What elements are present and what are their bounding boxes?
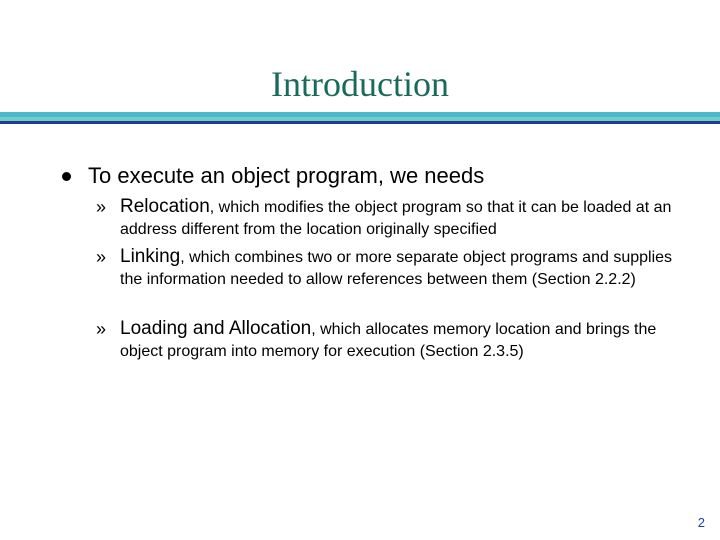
title-rule-bottom — [0, 121, 720, 124]
sub-item-description: , which modifies the object program so that it can be loaded at an address different from the location originally specified — [120, 199, 672, 238]
bullet-dot-icon — [62, 172, 71, 181]
sub-item-description: , which combines two or more separate object programs and supplies the information needed to allow references between them (Section 2.2.2) — [120, 249, 673, 288]
sub-bullet-marker: » — [96, 247, 107, 267]
slide-title: Introduction — [271, 64, 449, 104]
sub-item-term: Loading and Allocation — [120, 318, 312, 339]
sub-item-description: , which allocates memory location and brings the object program into memory for execution (Section 2.3.5) — [120, 321, 657, 360]
sub-item-text — [96, 318, 696, 363]
sub-item-text — [96, 196, 696, 241]
sub-item-loading — [96, 318, 696, 363]
sub-item-term: Relocation — [120, 196, 210, 217]
main-bullet-text: To execute an object program, we needs — [88, 163, 485, 188]
sub-item-text — [96, 246, 696, 291]
sub-item-term: Linking — [120, 246, 181, 267]
sub-item-linking — [96, 246, 696, 291]
page-number: 2 — [697, 515, 705, 530]
sub-bullet-marker: » — [96, 319, 107, 339]
sub-bullet-marker: » — [96, 197, 107, 217]
sub-item-relocation — [96, 196, 696, 241]
